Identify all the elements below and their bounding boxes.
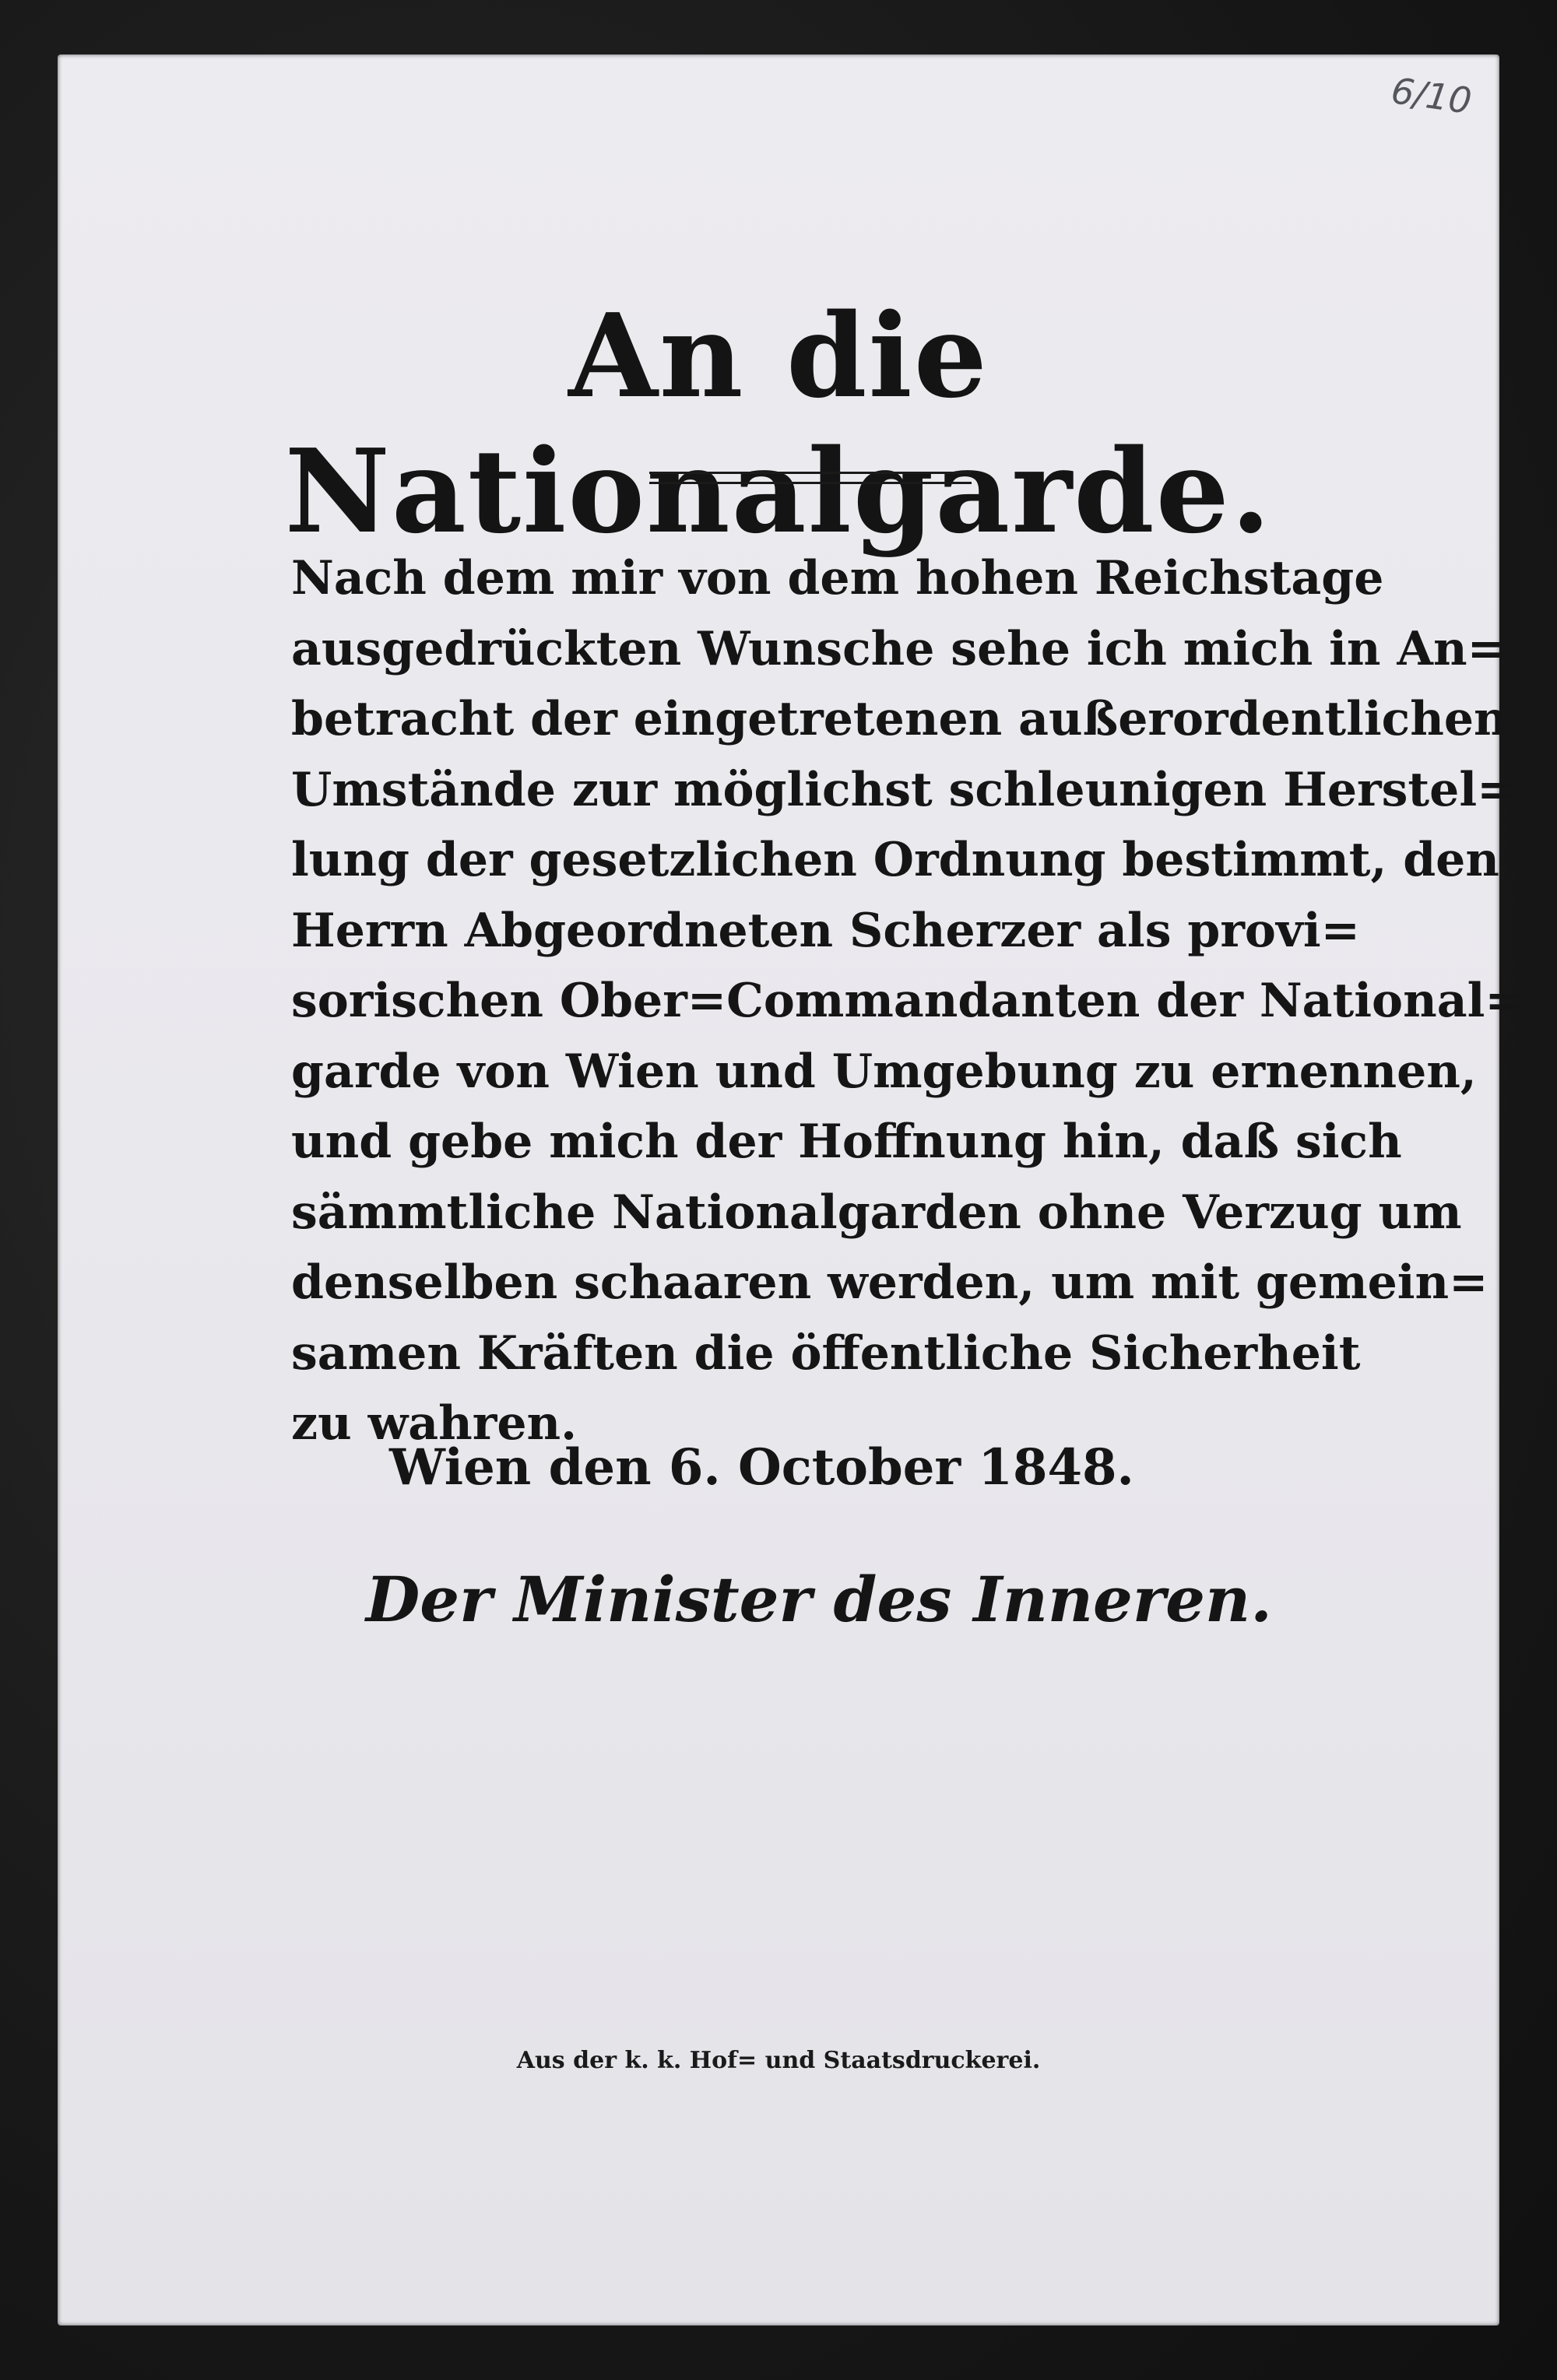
signature: Der Minister des Inneren. (365, 1563, 1272, 1636)
title-divider (649, 472, 972, 484)
body-line: Herrn Abgeordneten Scherzer als provi= (291, 903, 1360, 958)
printer-imprint: Aus der k. k. Hof= und Staatsdruckerei. (516, 2047, 1041, 2074)
body-line: garde von Wien und Umgebung zu ernennen, (291, 1044, 1477, 1099)
body-line: sorischen Ober=Commandanten der National= (291, 974, 1524, 1028)
archive-note: 6/10 (1388, 69, 1474, 122)
body-line: zu wahren. (291, 1396, 578, 1451)
proclamation-sheet (58, 54, 1524, 2326)
body-text (291, 543, 1524, 1459)
body-line: ausgedrückten Wunsche sehe ich mich in An= (291, 621, 1506, 676)
dateline: Wien den 6. October 1848. (389, 1438, 1134, 1497)
body-line: Umstände zur möglichst schleunigen Herstel= (291, 762, 1517, 817)
body-line: samen Kräften die öffentliche Sicherheit (291, 1325, 1361, 1381)
body-line: lung der gesetzlichen Ordnung bestimmt, den (291, 833, 1499, 887)
body-line: denselben schaaren werden, um mit gemein= (291, 1255, 1488, 1310)
body-line: und gebe mich der Hoffnung hin, daß sich (291, 1115, 1402, 1169)
body-line: betracht der eingetretenen außerordentlichen (291, 692, 1508, 746)
document-title: An die Nationalgarde. (284, 288, 1273, 559)
body-line: Nach dem mir von dem hohen Reichstage (291, 551, 1384, 606)
body-line: sämmtliche Nationalgarden ohne Verzug um (291, 1185, 1462, 1240)
